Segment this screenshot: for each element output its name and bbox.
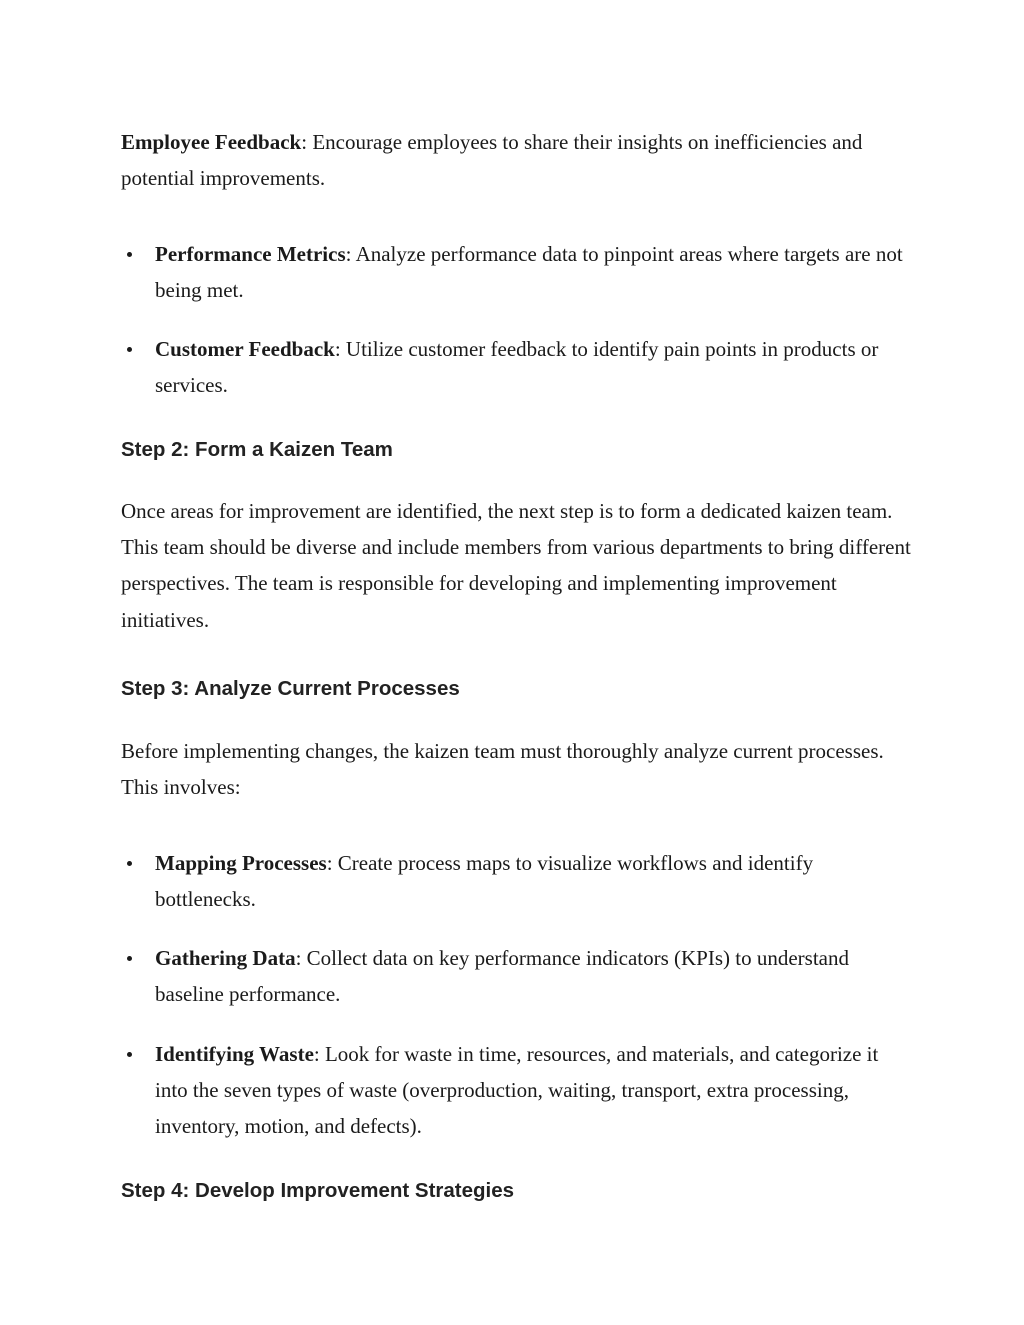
- mapping-processes-description: : Create process maps to visualize workflows and identify bottlenecks.: [155, 850, 814, 911]
- step-2-heading: Step 2: Form a Kaizen Team: [121, 437, 393, 461]
- customer-feedback-description: : Utilize customer feedback to identify pain points in products or services.: [155, 337, 879, 398]
- list-item: [121, 236, 911, 309]
- employee-feedback-description: : Encourage employees to share their insights on inefficiencies and potential improvements.: [121, 130, 863, 191]
- list-item: [121, 331, 911, 404]
- employee-feedback-paragraph: [121, 124, 911, 197]
- performance-metrics-term: Performance Metrics: [155, 241, 346, 266]
- list-item: [121, 1036, 911, 1145]
- identify-areas-list: [121, 236, 911, 404]
- list-item: [121, 940, 911, 1013]
- gathering-data-description: : Collect data on key performance indicators (KPIs) to understand baseline performance.: [155, 946, 849, 1007]
- document-page: [121, 124, 911, 1203]
- analyze-processes-list: [121, 845, 911, 1145]
- performance-metrics-description: : Analyze performance data to pinpoint areas where targets are not being met.: [155, 241, 903, 302]
- identifying-waste-term: Identifying Waste: [155, 1041, 314, 1066]
- gathering-data-term: Gathering Data: [155, 946, 296, 971]
- customer-feedback-term: Customer Feedback: [155, 337, 335, 362]
- list-item: [121, 845, 911, 918]
- step-3-heading: Step 3: Analyze Current Processes: [121, 676, 460, 700]
- step-4-heading: Step 4: Develop Improvement Strategies: [121, 1178, 515, 1202]
- identifying-waste-description: : Look for waste in time, resources, and materials, and categorize it into the seven types of waste (overproduction, waiting, transport, extra processing, inventory, motion, and defects).: [155, 1041, 879, 1139]
- step-2-paragraph: Once areas for improvement are identified, the next step is to form a dedicated kaizen team. This team should be diverse and include members from various departments to bring different perspectives. The team is responsible for developing and implementing improvement initiatives.: [121, 498, 911, 632]
- mapping-processes-term: Mapping Processes: [155, 850, 327, 875]
- step-3-paragraph: Before implementing changes, the kaizen team must thoroughly analyze current processes. This involves:: [121, 738, 884, 800]
- employee-feedback-term: Employee Feedback: [121, 130, 302, 154]
